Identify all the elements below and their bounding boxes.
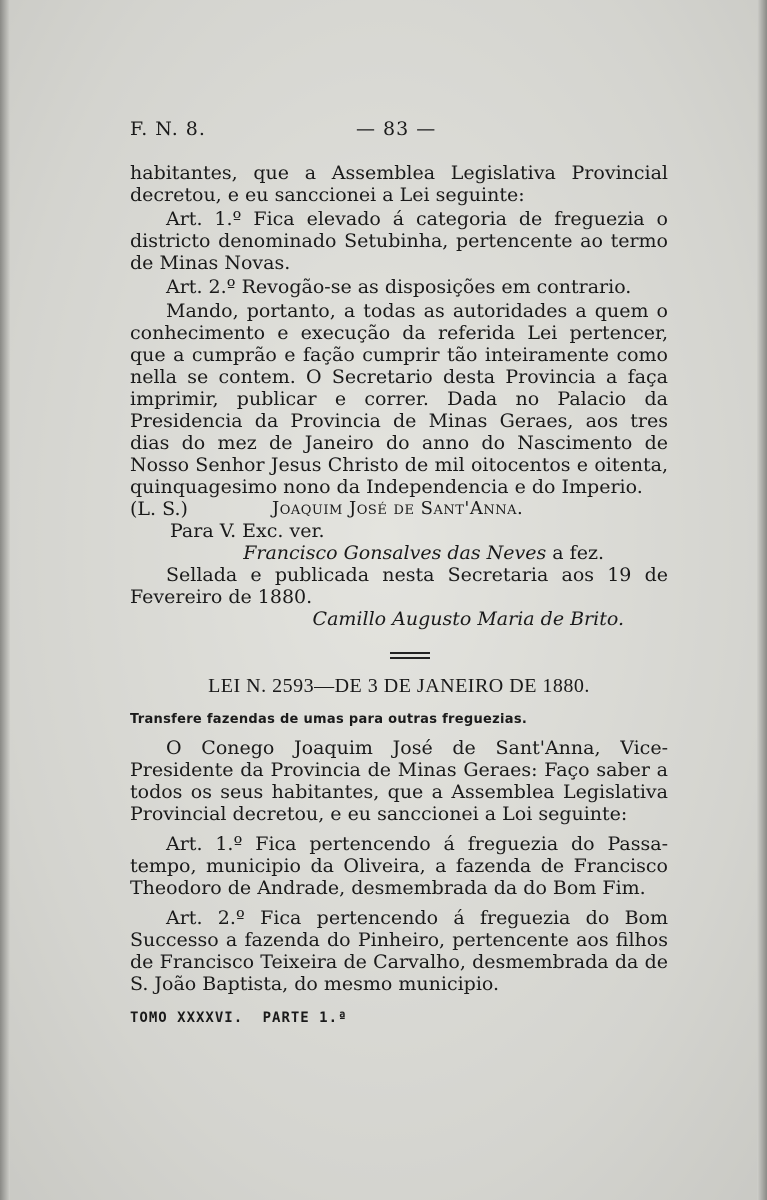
page-edge-left	[0, 0, 10, 1200]
paragraph-mando: Mando, portanto, a todas as autoridades a quem o conhecimento e execução da referida Lei pertencer, que a cumprão e fação cumprir tão inteiramente como nella se contem. O Secretario desta Provincia a faça imprimir, publicar e correr. Dada no Palacio da Presidencia da Provincia de Minas Geraes, aos tres dias do mez de Janeiro do anno do Nascimento de Nosso Senhor Jesus Christo de mil oitocentos e oitenta, quinquagesimo nono da Independencia e do Imperio.	[130, 300, 668, 498]
collection-reference: F. N. 8.	[130, 118, 206, 140]
page-footer	[130, 1007, 668, 1029]
clerk-line	[130, 542, 668, 564]
paragraph-intro-2: O Conego Joaquim José de Sant'Anna, Vice-Presidente da Provincia de Minas Geraes: Faço saber a todos os seus habitantes, que a Assemblea Legislativa Provincial decretou, e eu sanccionei a Loi seguinte:	[130, 737, 668, 825]
page-number: — 83 —	[356, 118, 437, 140]
footer-parte: PARTE 1.ª	[262, 1010, 348, 1026]
clerk-name: Francisco Gonsalves das Neves	[243, 542, 547, 564]
seal-mark: (L. S.)	[130, 498, 188, 520]
page-content	[130, 118, 668, 1029]
section-divider	[390, 652, 430, 659]
article-2: Art. 2.º Revogão-se as disposições em contrario.	[166, 276, 632, 298]
footer-tomo: TOMO XXXXVI.	[130, 1010, 244, 1026]
signature-row	[130, 498, 668, 520]
page-header	[130, 118, 668, 144]
law-title: LEI N. 2593—DE 3 DE JANEIRO DE 1880.	[208, 675, 590, 697]
law-summary: Transfere fazendas de umas para outras freguezias.	[130, 712, 528, 727]
article-1: Art. 1.º Fica elevado á categoria de freguezia o districto denominado Setubinha, pertencente ao termo de Minas Novas.	[130, 208, 668, 274]
article-2b: Art. 2.º Fica pertencendo á freguezia do Bom Successo a fazenda do Pinheiro, pertencente aos filhos de Francisco Teixeira de Carvalho, desmembrada da de S. João Baptista, do mesmo municipio.	[130, 907, 668, 995]
signatory-name: Joaquim José de Sant'Anna.	[272, 498, 524, 519]
page-edge-right	[757, 0, 767, 1200]
clerk-suffix: a fez.	[546, 542, 604, 564]
paragraph-sellada: Sellada e publicada nesta Secretaria aos 19 de Fevereiro de 1880.	[130, 564, 668, 608]
secretary-signature: Camillo Augusto Maria de Brito.	[312, 608, 624, 630]
paragraph-habitantes: habitantes, que a Assemblea Legislativa Provincial decretou, e eu sanccionei a Lei seguinte:	[130, 162, 668, 206]
article-1b: Art. 1.º Fica pertencendo á freguezia do Passa-tempo, municipio da Oliveira, a fazenda de Francisco Theodoro de Andrade, desmembrada da do Bom Fim.	[130, 833, 668, 899]
para-ver-line: Para V. Exc. ver.	[170, 520, 325, 542]
